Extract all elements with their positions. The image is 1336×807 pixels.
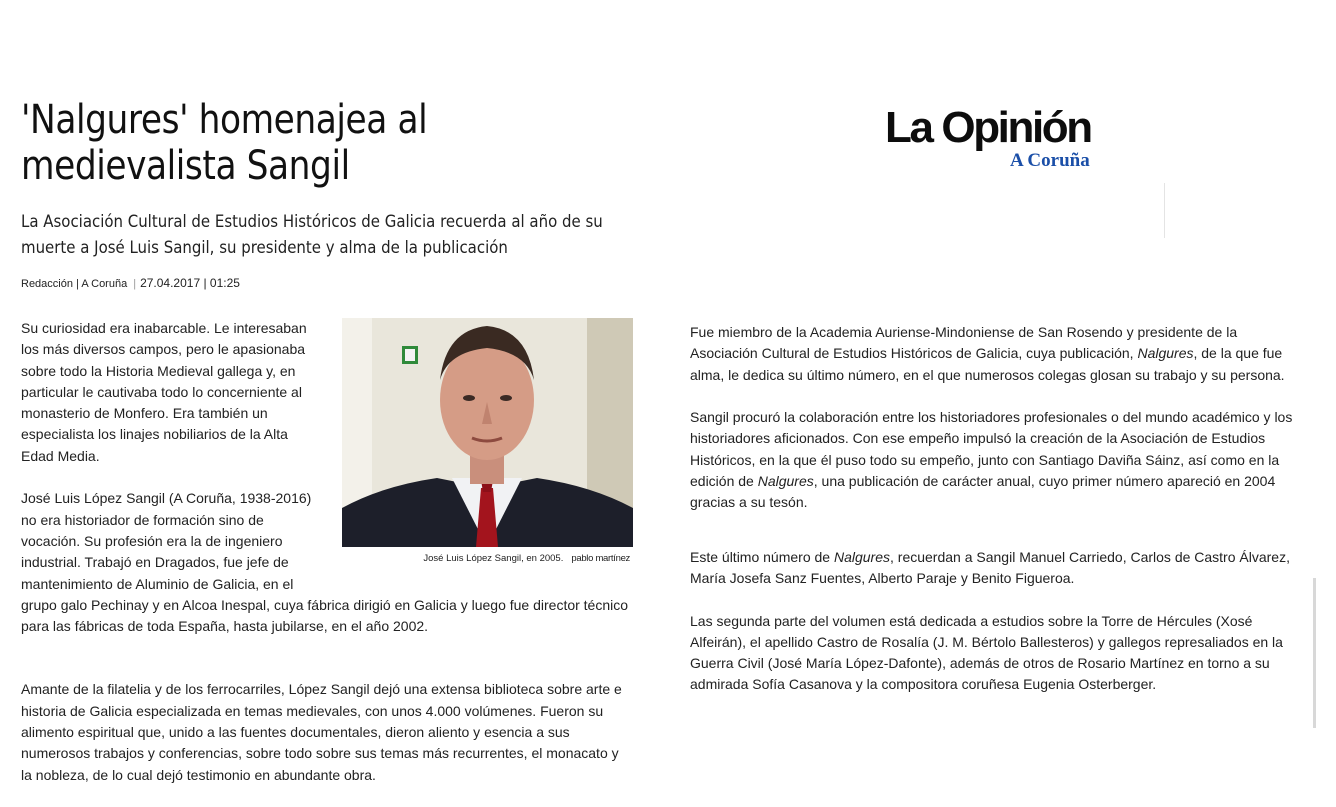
byline-date: 27.04.2017 | 01:25 bbox=[140, 276, 240, 290]
article-body-left bbox=[21, 318, 633, 786]
scrollbar[interactable] bbox=[1313, 578, 1316, 728]
article-byline bbox=[21, 276, 240, 290]
byline-author[interactable]: Redacción | A Coruña bbox=[21, 278, 128, 290]
body-paragraph: Su curiosidad era inabarcable. Le interesaban los más diversos campos, pero le apasionaba sobre todo la Historia Medieval gallega y, en particular le cautivaba todo lo concerniente al monasterio de Monfero. Era también un especialista los linajes nobiliarios de la Alta Edad Media. bbox=[21, 320, 307, 464]
body-paragraph: Las segunda parte del volumen está dedicada a estudios sobre la Torre de Hércules (Xosé Alfeirán), el apellido Castro de Rosalía (J. M. Bértolo Ballesteros) y gallegos represaliados en la Guerra Civil (José María López-Dafonte), además de otros de Rosario Martínez en torno a su admirada Sofía Casanova y la compositora coruñesa Eugenia Osterberger. bbox=[690, 612, 1283, 693]
article-figure bbox=[342, 318, 633, 583]
body-paragraph: Este último número de Nalgures, recuerdan a Sangil Manuel Carriedo, Carlos de Castro Álvarez, María Josefa Sanz Fuentes, Alberto Paraje y Benito Figueroa. bbox=[690, 548, 1290, 586]
photo-credit: pablo martínez bbox=[571, 553, 630, 564]
photo-caption-text: José Luis López Sangil, en 2005. bbox=[423, 553, 564, 564]
logo-city: A Coruña bbox=[1010, 150, 1090, 171]
body-paragraph: José Luis López Sangil (A Coruña, 1938-2016) no era historiador de formación sino de vocación. Su profesión era la de ingeniero industrial. Trabajó en Dragados, fue jefe de mantenimiento de Aluminio de Galicia, en el grupo galo Pechinay y en Alcoa Inespal, cuya fábrica dirigió en Galicia y luego fue director técnico para las fábricas de toda España, hasta jubilarse, en el año 2002. bbox=[21, 490, 629, 635]
publication-name: Nalgures bbox=[757, 473, 814, 490]
publication-name: Nalgures bbox=[1137, 345, 1194, 362]
newspaper-logo[interactable] bbox=[885, 103, 1145, 176]
photo-caption bbox=[342, 553, 633, 583]
article-body-right bbox=[690, 322, 1305, 696]
body-paragraph: Fue miembro de la Academia Auriense-Mindoniense de San Rosendo y presidente de la Asociación Cultural de Estudios Históricos de Galicia, cuya publicación, Nalgures, de la que fue alma, le dedica su último número, en el que numerosos colegas glosan su trabajo y su persona. bbox=[690, 324, 1285, 383]
article-photo[interactable] bbox=[342, 318, 633, 547]
article-subtitle: La Asociación Cultural de Estudios Históricos de Galicia recuerda al año de su muerte a José Luis Sangil, su presidente y alma de la publicación bbox=[21, 212, 603, 258]
publication-name: Nalgures bbox=[833, 548, 890, 565]
article-headline: 'Nalgures' homenajea al medievalista Sangil bbox=[21, 97, 428, 189]
logo-wordmark: La Opinión bbox=[885, 103, 1091, 152]
body-paragraph: Sangil procuró la colaboración entre los historiadores profesionales o del mundo académico y los historiadores aficionados. Con ese empeño impulsó la creación de la Asociación de Estudios Históricos, en la que él puso todo su empeño, junto con Santiago Daviña Sáinz, así como en la edición de Nalgures, una publicación de carácter anual, cuyo primer número apareció en 2004 gracias a su tesón. bbox=[690, 409, 1293, 511]
portrait-illustration bbox=[342, 318, 633, 547]
divider bbox=[1164, 183, 1165, 238]
byline-separator: | bbox=[133, 278, 137, 290]
body-paragraph: Amante de la filatelia y de los ferrocarriles, López Sangil dejó una extensa biblioteca sobre arte e historia de Galicia especializada en temas medievales, con unos 4.000 volúmenes. Fueron su alimento espiritual que, unido a las fuentes documentales, dieron aliento y esencia a sus numerosos trabajos y conferencias, sobre todo sobre sus temas más recurrentes, el monacato y la nobleza, de lo cual dejó testimonio en abundante obra. bbox=[21, 681, 622, 783]
